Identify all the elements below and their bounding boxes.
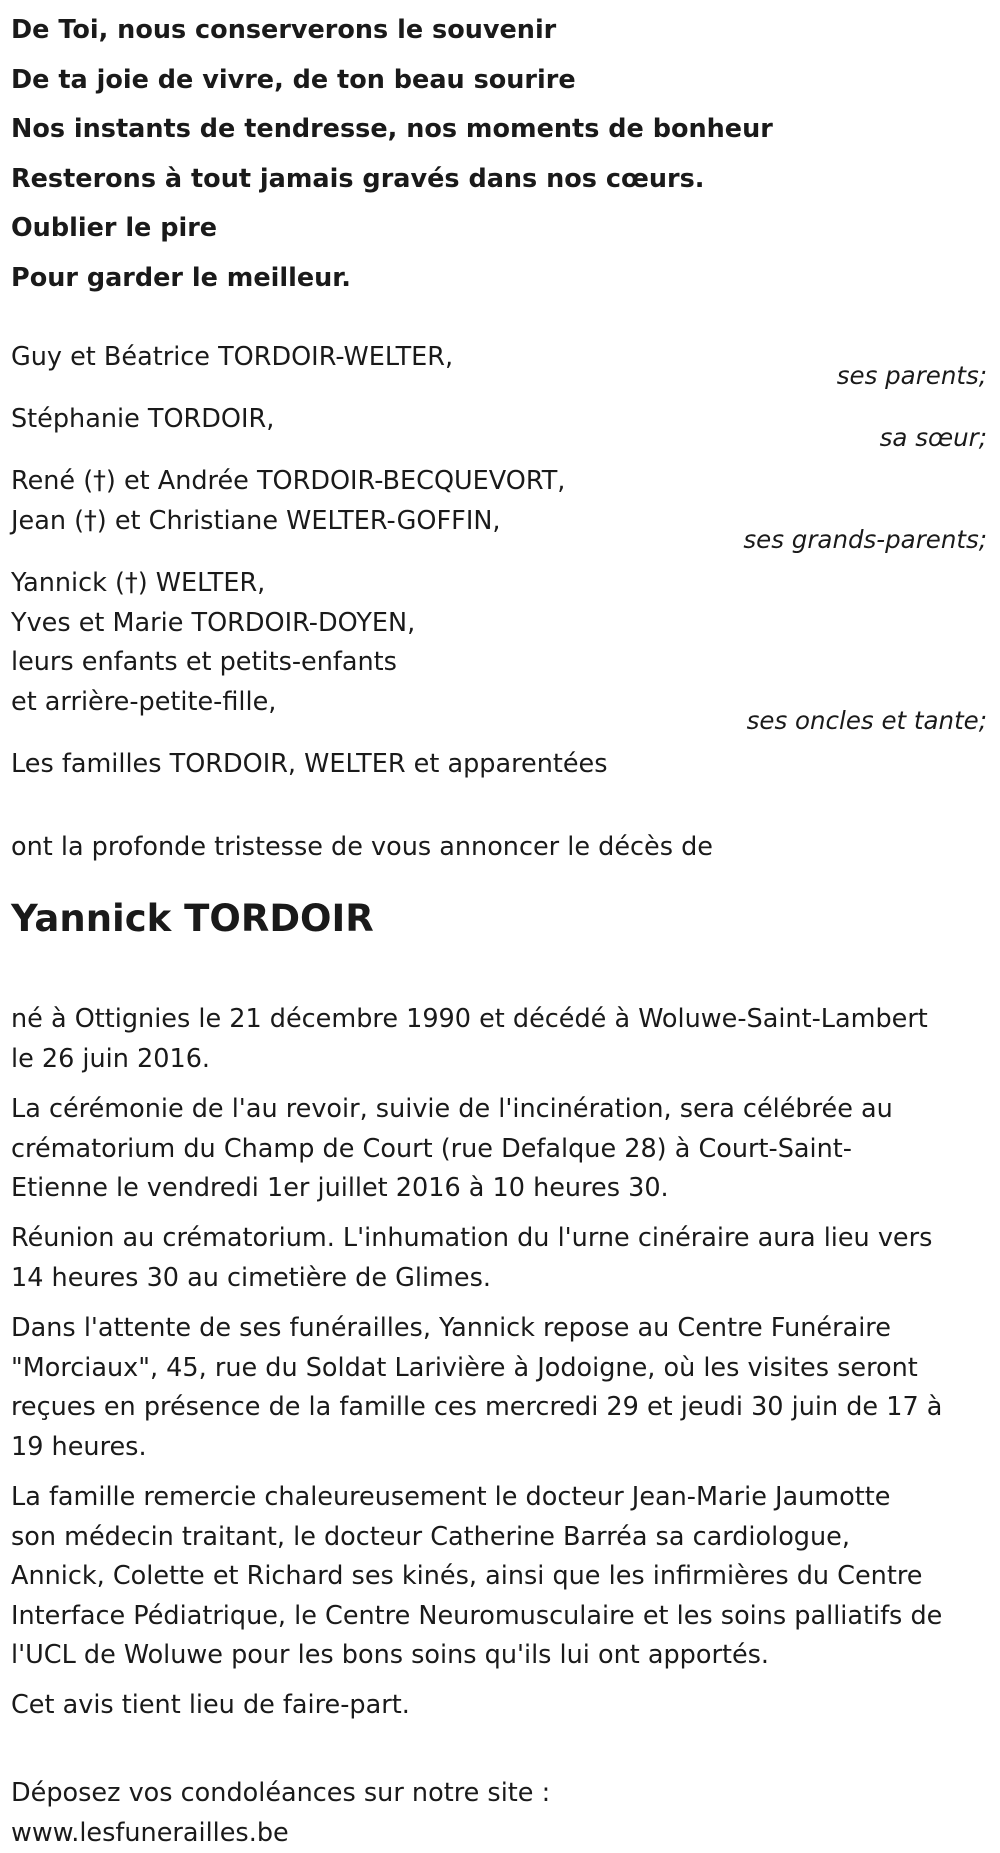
family-role-grandparents: ses grands-parents; bbox=[743, 525, 987, 555]
family-line: Stéphanie TORDOIR, bbox=[11, 400, 986, 440]
condolences bbox=[11, 1774, 986, 1853]
family-line: René (†) et Andrée TORDOIR-BECQUEVORT, bbox=[11, 462, 986, 502]
para-line: "Morciaux", 45, rue du Soldat Larivière à Jodoigne, où les visites seront bbox=[11, 1349, 986, 1389]
poem-line: Nos instants de tendresse, nos moments de bonheur bbox=[11, 105, 971, 155]
family-role-sister: sa sœur; bbox=[880, 423, 987, 453]
para-line: Réunion au crématorium. L'inhumation du l'urne cinéraire aura lieu vers bbox=[11, 1219, 986, 1259]
poem-line: De ta joie de vivre, de ton beau sourire bbox=[11, 56, 971, 106]
poem-line: Resterons à tout jamais gravés dans nos cœurs. bbox=[11, 155, 971, 205]
family-sister bbox=[11, 400, 986, 440]
family-line: Jean (†) et Christiane WELTER-GOFFIN, bbox=[11, 502, 986, 542]
para-line: 14 heures 30 au cimetière de Glimes. bbox=[11, 1259, 986, 1299]
poem-line: Pour garder le meilleur. bbox=[11, 254, 971, 304]
para-line: le 26 juin 2016. bbox=[11, 1040, 986, 1080]
para-dates bbox=[11, 1000, 986, 1079]
family-role-parents: ses parents; bbox=[837, 361, 987, 391]
para-visits bbox=[11, 1309, 986, 1467]
poem bbox=[11, 6, 971, 303]
para-line: reçues en présence de la famille ces mercredi 29 et jeudi 30 juin de 17 à bbox=[11, 1388, 986, 1428]
condolences-text: Déposez vos condoléances sur notre site : bbox=[11, 1774, 986, 1814]
para-line: Interface Pédiatrique, le Centre Neuromusculaire et les soins palliatifs de bbox=[11, 1597, 986, 1637]
condolences-link[interactable]: www.lesfunerailles.be bbox=[11, 1814, 986, 1853]
para-notice bbox=[11, 1686, 986, 1726]
para-line: La cérémonie de l'au revoir, suivie de l'incinération, sera célébrée au bbox=[11, 1090, 986, 1130]
para-line: crématorium du Champ de Court (rue Defalque 28) à Court-Saint- bbox=[11, 1130, 986, 1170]
para-line: 19 heures. bbox=[11, 1428, 986, 1468]
para-line: né à Ottignies le 21 décembre 1990 et décédé à Woluwe-Saint-Lambert bbox=[11, 1000, 986, 1040]
deceased-name: Yannick TORDOIR bbox=[11, 896, 374, 942]
family-uncles bbox=[11, 564, 986, 722]
family-line: Les familles TORDOIR, WELTER et apparentées bbox=[11, 745, 986, 785]
para-thanks bbox=[11, 1478, 986, 1676]
para-line: Cet avis tient lieu de faire-part. bbox=[11, 1686, 986, 1726]
para-line: son médecin traitant, le docteur Catherine Barréa sa cardiologue, bbox=[11, 1518, 986, 1558]
para-line: l'UCL de Woluwe pour les bons soins qu'ils lui ont apportés. bbox=[11, 1636, 986, 1676]
para-line: La famille remercie chaleureusement le docteur Jean-Marie Jaumotte bbox=[11, 1478, 986, 1518]
poem-line: Oublier le pire bbox=[11, 204, 971, 254]
family-line: leurs enfants et petits-enfants bbox=[11, 643, 986, 683]
announcement-text: ont la profonde tristesse de vous annoncer le décès de bbox=[11, 828, 986, 868]
family-line: Yves et Marie TORDOIR-DOYEN, bbox=[11, 604, 986, 644]
family-others bbox=[11, 745, 986, 785]
family-line: et arrière-petite-fille, bbox=[11, 683, 986, 723]
family-line: Yannick (†) WELTER, bbox=[11, 564, 986, 604]
para-reunion bbox=[11, 1219, 986, 1298]
para-line: Etienne le vendredi 1er juillet 2016 à 10 heures 30. bbox=[11, 1169, 986, 1209]
announcement bbox=[11, 828, 986, 868]
para-line: Annick, Colette et Richard ses kinés, ainsi que les infirmières du Centre bbox=[11, 1557, 986, 1597]
para-ceremony bbox=[11, 1090, 986, 1209]
para-line: Dans l'attente de ses funérailles, Yannick repose au Centre Funéraire bbox=[11, 1309, 986, 1349]
family-line: Guy et Béatrice TORDOIR-WELTER, bbox=[11, 338, 986, 378]
poem-line: De Toi, nous conserverons le souvenir bbox=[11, 6, 971, 56]
family-role-uncles: ses oncles et tante; bbox=[747, 706, 987, 736]
